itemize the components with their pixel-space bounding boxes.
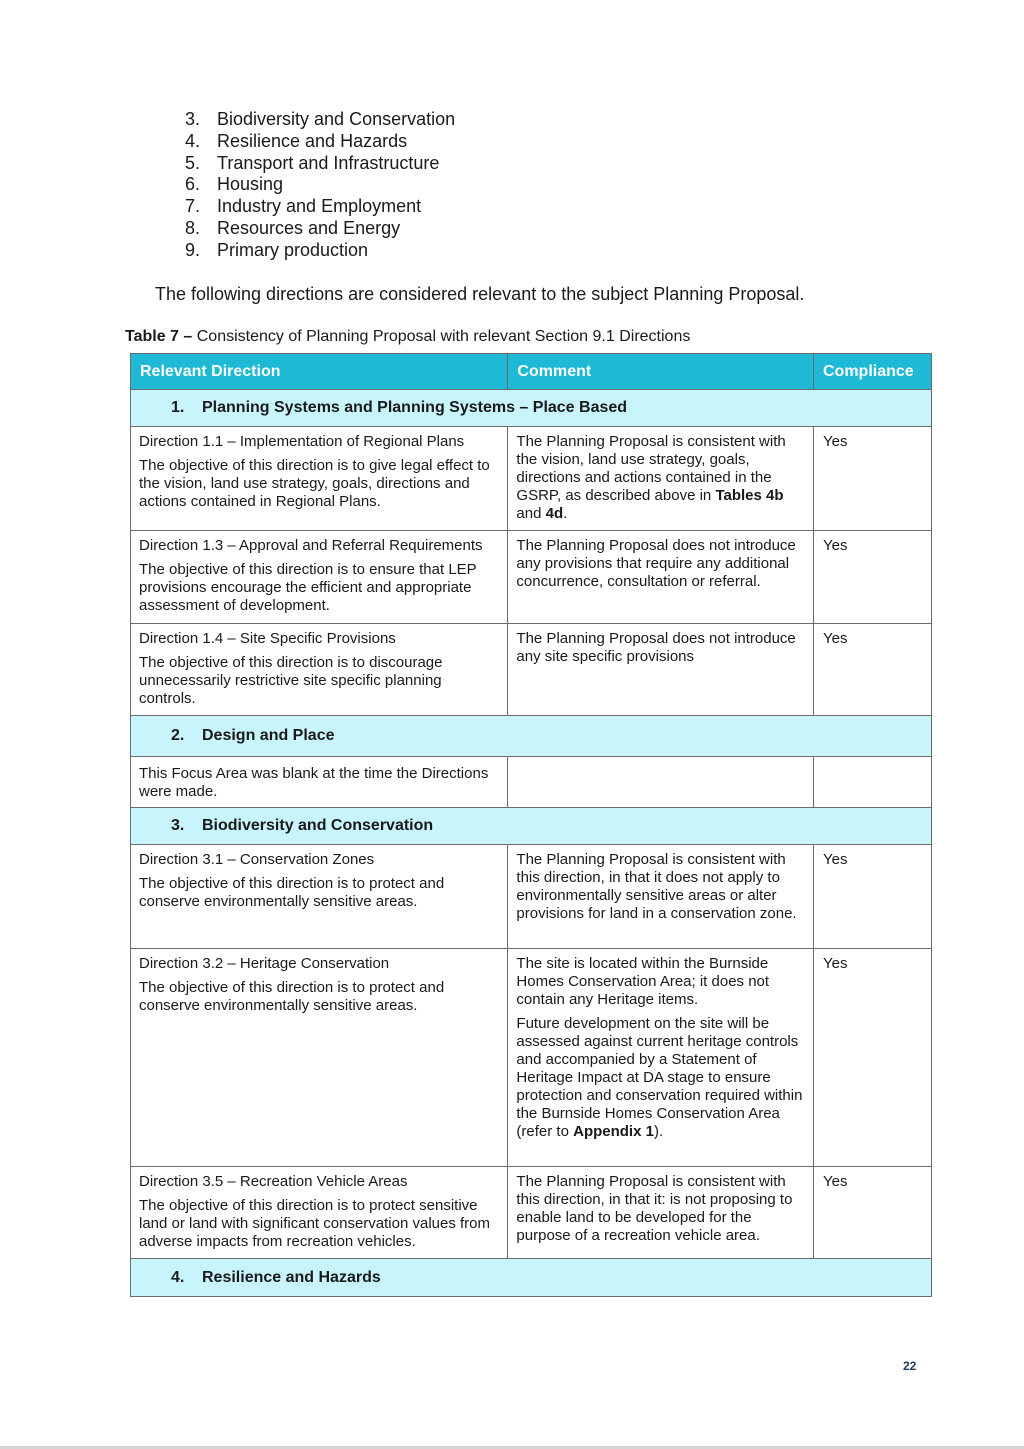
direction-cell xyxy=(131,845,508,949)
table-row xyxy=(131,624,932,716)
section-title: Biodiversity and Conservation xyxy=(202,817,434,834)
table-row xyxy=(131,845,932,949)
list-item xyxy=(185,109,455,131)
direction-cell xyxy=(131,757,508,808)
directions-table xyxy=(130,353,932,1297)
direction-objective: The objective of this direction is to give legal effect to the vision, land use strategy, goals, directions and actions contained in Regional Plans. xyxy=(139,457,490,510)
comment-reference: 4d xyxy=(545,505,564,522)
header-relevant-direction: Relevant Direction xyxy=(131,354,508,390)
comment-text: The site is located within the Burnside Homes Conservation Area; it does not contain any Heritage items. xyxy=(516,955,770,1008)
header-compliance: Compliance xyxy=(814,354,932,390)
direction-cell xyxy=(131,531,508,624)
direction-objective: The objective of this direction is to protect and conserve environmentally sensitive areas. xyxy=(139,875,445,910)
comment-fragment: and xyxy=(516,505,546,522)
compliance-value: Yes xyxy=(823,433,848,450)
section-row xyxy=(131,390,932,427)
compliance-cell xyxy=(814,531,932,624)
comment-fragment: ). xyxy=(653,1123,664,1140)
comment-fragment: . xyxy=(563,505,568,522)
list-number: 4. xyxy=(185,130,201,151)
section-number: 4. xyxy=(171,1268,185,1286)
comment-cell xyxy=(508,624,814,716)
comment-text xyxy=(516,1015,805,1141)
list-item xyxy=(185,240,455,262)
comment-fragment: The Planning Proposal is consistent with the vision, land use strategy, goals, directions and actions contained in the GSRP, as described above in xyxy=(516,433,786,504)
comment-text: The Planning Proposal is consistent with this direction, in that it: is not proposing to enable land to be developed for the purpose of a recreation vehicle area. xyxy=(516,1173,793,1244)
comment-text: The Planning Proposal does not introduce any provisions that require any additional concurrence, consultation or referral. xyxy=(516,537,796,590)
comment-text: The Planning Proposal is consistent with this direction, in that it does not apply to environmentally sensitive areas or alter provisions for land in a conservation zone. xyxy=(516,851,797,922)
comment-cell xyxy=(508,949,814,1167)
list-item xyxy=(185,153,455,175)
page-number: 22 xyxy=(903,1359,917,1373)
direction-title: Direction 3.1 – Conservation Zones xyxy=(139,851,375,868)
comment-fragment: Future development on the site will be assessed against current heritage controls and accompanied by a Statement of Heritage Impact at DA stage to ensure protection and conservation required within the Burnside Homes Conservation Area (refer to xyxy=(516,1015,803,1140)
section-row xyxy=(131,716,932,757)
list-label: Industry and Employment xyxy=(217,196,422,217)
table-caption-label: Table 7 – xyxy=(125,328,193,345)
list-number: 9. xyxy=(185,239,201,260)
direction-title: This Focus Area was blank at the time the Directions were made. xyxy=(139,765,489,800)
section-row xyxy=(131,1259,932,1297)
section-heading xyxy=(131,1259,932,1297)
direction-title: Direction 1.4 – Site Specific Provisions xyxy=(139,630,396,647)
direction-objective: The objective of this direction is to protect and conserve environmentally sensitive areas. xyxy=(139,979,445,1014)
list-label: Housing xyxy=(217,174,284,195)
compliance-value: Yes xyxy=(823,955,848,972)
compliance-value: Yes xyxy=(823,630,848,647)
comment-cell xyxy=(508,845,814,949)
compliance-cell xyxy=(814,845,932,949)
section-row xyxy=(131,808,932,845)
direction-objective: The objective of this direction is to discourage unnecessarily restrictive site specific planning controls. xyxy=(139,654,443,707)
compliance-cell xyxy=(814,427,932,531)
comment-reference: Appendix 1 xyxy=(573,1123,654,1140)
direction-cell xyxy=(131,427,508,531)
list-number: 6. xyxy=(185,174,201,195)
comment-cell xyxy=(508,427,814,531)
list-item xyxy=(185,174,455,196)
section-number: 2. xyxy=(171,727,185,744)
direction-title: Direction 1.1 – Implementation of Regional Plans xyxy=(139,433,465,450)
table-row xyxy=(131,1167,932,1259)
compliance-value: Yes xyxy=(823,851,848,868)
focus-area-list xyxy=(185,109,455,262)
section-number: 1. xyxy=(171,399,185,416)
compliance-cell xyxy=(814,949,932,1167)
list-label: Primary production xyxy=(217,239,369,260)
direction-objective: The objective of this direction is to ensure that LEP provisions encourage the efficient and appropriate assessment of development. xyxy=(139,561,477,614)
direction-objective: The objective of this direction is to protect sensitive land or land with significant conservation values from adverse impacts from recreation vehicles. xyxy=(139,1197,491,1250)
direction-title: Direction 3.2 – Heritage Conservation xyxy=(139,955,390,972)
table-row xyxy=(131,949,932,1167)
table-row xyxy=(131,531,932,624)
section-heading xyxy=(131,808,932,845)
table-caption xyxy=(125,328,690,346)
compliance-cell xyxy=(814,1167,932,1259)
compliance-cell xyxy=(814,757,932,808)
list-number: 8. xyxy=(185,217,201,238)
direction-title: Direction 1.3 – Approval and Referral Requirements xyxy=(139,537,483,554)
comment-cell xyxy=(508,757,814,808)
list-number: 7. xyxy=(185,196,201,217)
list-label: Biodiversity and Conservation xyxy=(217,109,456,129)
section-heading xyxy=(131,716,932,757)
table-row xyxy=(131,757,932,808)
comment-cell xyxy=(508,531,814,624)
header-comment: Comment xyxy=(508,354,814,390)
list-label: Resilience and Hazards xyxy=(217,130,408,151)
comment-cell xyxy=(508,1167,814,1259)
comment-text: The Planning Proposal does not introduce any site specific provisions xyxy=(516,630,796,665)
list-number: 5. xyxy=(185,152,201,173)
compliance-value: Yes xyxy=(823,1173,848,1190)
table-row xyxy=(131,427,932,531)
direction-cell xyxy=(131,1167,508,1259)
direction-title: Direction 3.5 – Recreation Vehicle Areas xyxy=(139,1173,408,1190)
direction-cell xyxy=(131,949,508,1167)
compliance-value: Yes xyxy=(823,537,848,554)
list-number: 3. xyxy=(185,109,201,129)
section-title: Design and Place xyxy=(202,727,335,744)
table-caption-text: Consistency of Planning Proposal with relevant Section 9.1 Directions xyxy=(192,328,691,345)
comment-text xyxy=(516,433,805,523)
section-title: Resilience and Hazards xyxy=(202,1268,381,1286)
comment-reference: Tables 4b xyxy=(715,487,784,504)
direction-cell xyxy=(131,624,508,716)
table-header-row xyxy=(131,354,932,390)
list-item xyxy=(185,131,455,153)
list-item xyxy=(185,196,455,218)
list-label: Transport and Infrastructure xyxy=(217,152,440,173)
section-heading xyxy=(131,390,932,427)
list-item xyxy=(185,218,455,240)
intro-paragraph: The following directions are considered relevant to the subject Planning Proposal. xyxy=(155,284,805,304)
section-title: Planning Systems and Planning Systems – Place Based xyxy=(202,399,628,416)
section-number: 3. xyxy=(171,817,185,834)
list-label: Resources and Energy xyxy=(217,217,401,238)
compliance-cell xyxy=(814,624,932,716)
